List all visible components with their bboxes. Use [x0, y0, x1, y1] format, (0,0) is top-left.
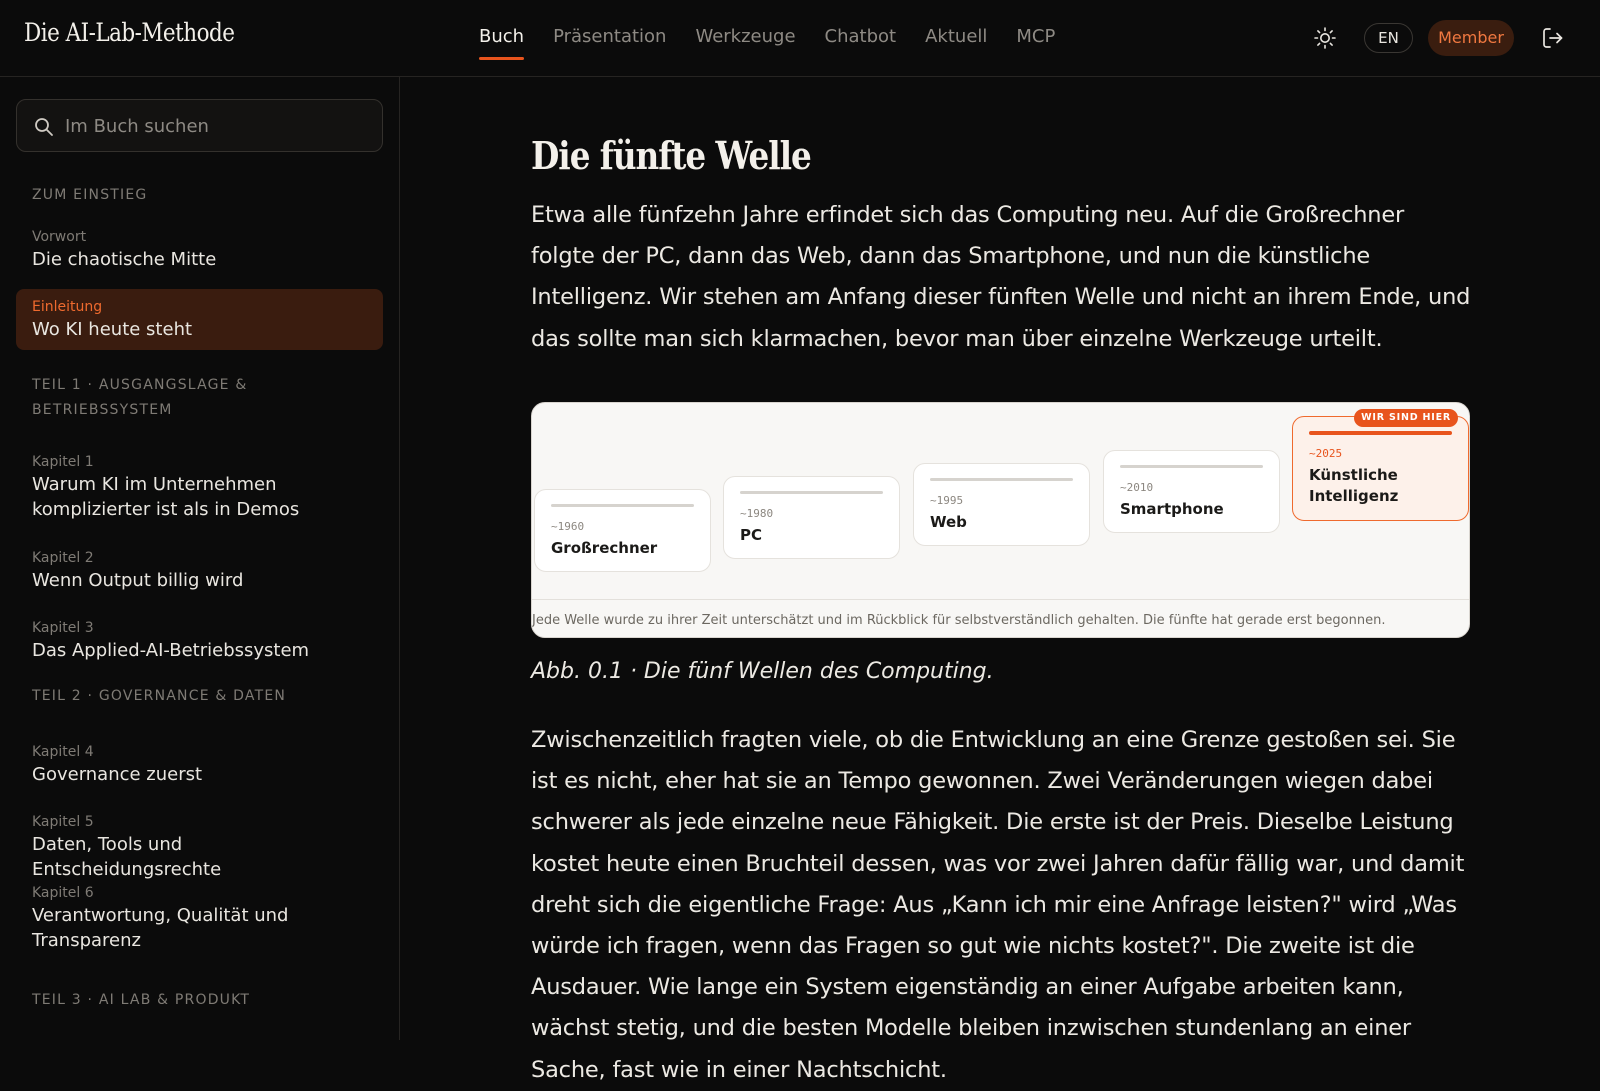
toc-item-kapitel-3[interactable] — [16, 610, 383, 671]
wave-card — [913, 463, 1090, 546]
language-button[interactable]: EN — [1364, 23, 1413, 53]
paragraph: Zwischenzeitlich fragten viele, ob die Entwicklung an eine Grenze gestoßen sei. Sie ist es nicht, eher hat sie an Tempo gewonnen. Zwei Veränderungen wiegen dabei schwerer als jede einzelne neue Fähigkeit. Die erste ist der Preis. Dieselbe Leistung kostet heute einen Bruchteil dessen, was vor zwei Jahren dafür fällig war, und damit dreht sich die eigentliche Frage: Aus „Kann ich mir eine Anfrage leisten?" wird „Was würde ich fragen, wenn das Fragen so gut wie nichts kostet?". Die zweite ist die Ausdauer. Wie lange ein System eigenständig an einer Aufgabe arbeiten kann, wächst stetig, und die besten Modelle bleiben inzwischen stundenlang an einer Sache, fast wie in einer Nachtschicht. — [531, 727, 1465, 1083]
toc-kicker: Kapitel 6 — [32, 885, 94, 901]
toc-item-einleitung[interactable] — [16, 289, 383, 350]
section-heading: TEIL 2 · GOVERNANCE & DATEN — [32, 688, 287, 704]
toc-kicker: Kapitel 1 — [32, 454, 94, 470]
wave-year: ~1960 — [551, 520, 585, 533]
wave-card — [1103, 450, 1280, 533]
nav-chatbot[interactable]: Chatbot — [824, 26, 897, 47]
member-button[interactable]: Member — [1428, 20, 1514, 56]
toc-title: Das Applied-AI-Betriebssystem — [32, 640, 310, 661]
search-box — [16, 99, 383, 152]
search-icon — [33, 116, 55, 138]
wave-name: Großrechner — [551, 539, 658, 557]
wave-year: ~2025 — [1309, 447, 1343, 460]
toc-kicker: Kapitel 2 — [32, 550, 94, 566]
toc-kicker: Kapitel 5 — [32, 814, 94, 830]
top-bar — [0, 0, 1600, 77]
main-nav — [479, 0, 1084, 77]
toc-item-kapitel-2[interactable] — [16, 540, 383, 601]
wave-bar — [740, 491, 883, 494]
nav-praesentation[interactable]: Präsentation — [553, 26, 667, 47]
toc-title: Daten, Tools und Entscheidungsrechte — [32, 834, 222, 880]
toc-title: Die chaotische Mitte — [32, 249, 217, 270]
logout-icon — [1540, 25, 1566, 51]
toc-item-kapitel-6[interactable] — [16, 875, 383, 961]
wave-bar — [930, 478, 1073, 481]
wave-card — [723, 476, 900, 559]
toc-title: Wo KI heute steht — [32, 319, 193, 340]
waves-figure — [531, 402, 1470, 638]
current-badge: WIR SIND HIER — [1354, 409, 1458, 427]
page-title: Die fünfte Welle — [531, 133, 811, 178]
section-heading: TEIL 1 · AUSGANGSLAGE & BETRIEBSSYSTEM — [32, 377, 248, 418]
toc-kicker: Einleitung — [32, 299, 103, 315]
search-input[interactable] — [65, 108, 365, 144]
toc-title: Warum KI im Unternehmen komplizierter ist als in Demos — [32, 474, 300, 520]
figure-divider — [532, 599, 1469, 600]
logout-button[interactable] — [1540, 25, 1566, 51]
toc-item-vorwort[interactable] — [16, 219, 383, 280]
wave-bar — [1120, 465, 1263, 468]
wave-name: PC — [740, 526, 763, 544]
toc-item-kapitel-1[interactable] — [16, 444, 383, 530]
wave-bar — [1309, 431, 1452, 435]
toc-kicker: Vorwort — [32, 229, 87, 245]
toc-kicker: Kapitel 3 — [32, 620, 94, 636]
wave-year: ~1995 — [930, 494, 964, 507]
figure-note: Jede Welle wurde zu ihrer Zeit unterschätzt und im Rückblick für selbstverständlich gehalten. Die fünfte hat gerade erst begonnen. — [532, 613, 1386, 628]
wave-card-current — [1292, 412, 1469, 521]
nav-werkzeuge[interactable]: Werkzeuge — [695, 26, 796, 47]
wave-name: Smartphone — [1120, 500, 1224, 518]
wave-card — [534, 489, 711, 572]
toc-title: Wenn Output billig wird — [32, 570, 244, 591]
wave-name: Web — [930, 513, 967, 531]
paragraph: Etwa alle fünfzehn Jahre erfindet sich das Computing neu. Auf die Großrechner folgte der PC, dann das Web, dann das Smartphone, und nun die künstliche Intelligenz. Wir stehen am Anfang dieser fünften Welle und nicht an ihrem Ende, und das sollte man sich klarmachen, bevor man über einzelne Werkzeuge urteilt. — [531, 202, 1471, 352]
figure-caption: Abb. 0.1 · Die fünf Wellen des Computing. — [531, 659, 994, 684]
section-heading: ZUM EINSTIEG — [32, 187, 148, 203]
nav-mcp[interactable]: MCP — [1016, 26, 1056, 47]
toc-kicker: Kapitel 4 — [32, 744, 94, 760]
sun-icon — [1312, 25, 1338, 51]
toc-item-kapitel-4[interactable] — [16, 734, 383, 795]
wave-bar — [551, 504, 694, 507]
theme-toggle-button[interactable] — [1312, 25, 1338, 51]
section-heading: TEIL 3 · AI LAB & PRODUKT — [32, 992, 251, 1008]
wave-name: Künstliche Intelligenz — [1309, 466, 1399, 505]
nav-aktuell[interactable]: Aktuell — [925, 26, 988, 47]
toc-title: Verantwortung, Qualität und Transparenz — [32, 905, 289, 951]
wave-year: ~1980 — [740, 507, 774, 520]
site-logo[interactable]: Die AI-Lab-Methode — [24, 18, 235, 47]
wave-year: ~2010 — [1120, 481, 1154, 494]
nav-buch[interactable]: Buch — [479, 0, 524, 77]
toc-title: Governance zuerst — [32, 764, 203, 785]
book-sidebar — [0, 77, 400, 1040]
